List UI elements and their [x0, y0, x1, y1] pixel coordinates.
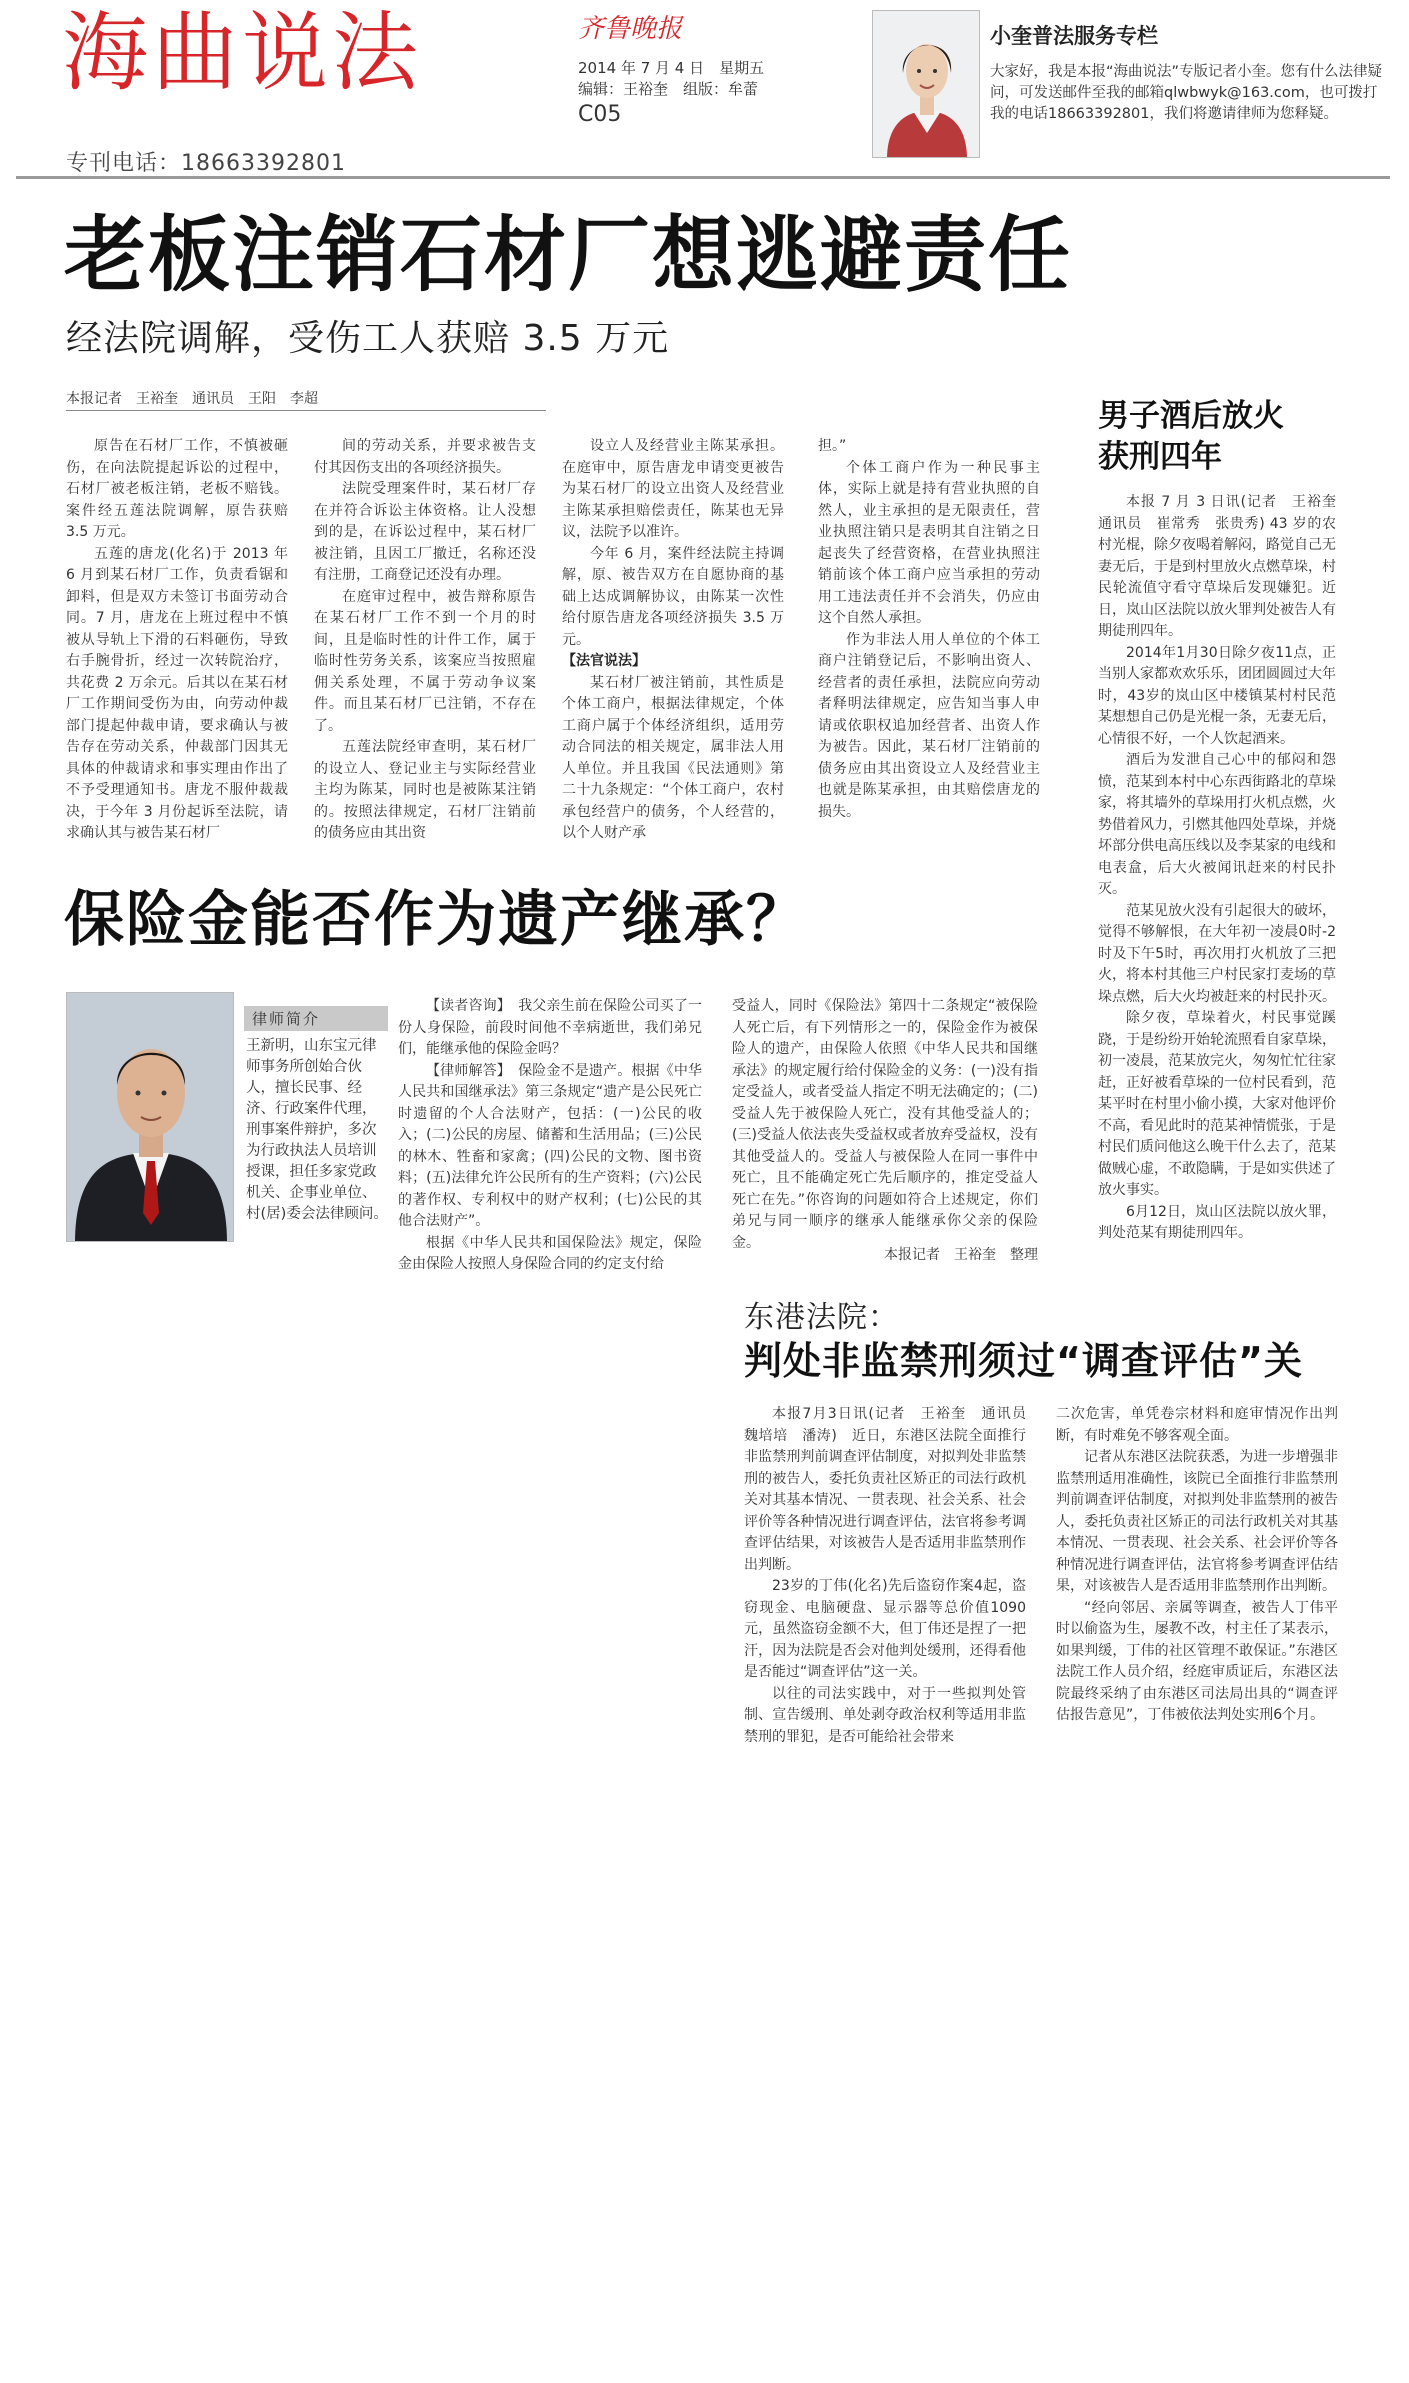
paragraph: 担。”	[818, 438, 847, 454]
paragraph: 间的劳动关系，并要求被告支付其因伤支出的各项经济损失。	[314, 438, 536, 476]
paragraph: 除夕夜，草垛着火，村民事觉蹊跷，于是纷纷开始轮流照看自家草垛，初一凌晨，范某放完火，匆匆忙忙往家赶，正好被看草垛的一位村民看到，范某平时在村里小偷小摸，大家对他评价不高，看见此时的范某神情慌张，于是村民们质问他这么晚干什么去了，范某做贼心虚，不敢隐瞒，于是如实供述了放火事实。	[1098, 1010, 1336, 1198]
side-headline-line1: 男子酒后放火	[1098, 398, 1284, 434]
paragraph: 范某见放火没有引起很大的破坏，觉得不够解恨，在大年初一凌晨0时-2时及下午5时，再次用打火机放了三把火，将本村其他三户村民家打麦场的草垛点燃，后大火均被赶来的村民扑灭。	[1098, 902, 1336, 1005]
paragraph: 在庭审过程中，被告辩称原告在某石材厂工作不到一个月的时间，且是临时性的计件工作，属于临时性劳务关系，该案应当按照雇佣关系处理，不属于劳动争议案件。而且某石材厂已注销，不存在了。	[314, 588, 536, 734]
article1-headline: 老板注销石材厂想逃避责任	[64, 208, 1073, 303]
masthead-divider	[16, 176, 1390, 179]
article1-col3	[562, 436, 784, 845]
side-body	[1098, 492, 1350, 1245]
paragraph: 记者从东港区法院获悉，为进一步增强非监禁刑适用准确性，该院已全面推行非监禁刑判前调查评估制度，对拟判处非监禁刑的被告人，委托负责社区矫正的司法行政机关对其基本情况、一贯表现、社会关系、社会评价等各种情况进行调查评估，法官将参考调查评估结果，对该被告人是否适用非监禁刑作出判断。	[1056, 1449, 1338, 1594]
byline-rule	[66, 410, 546, 411]
paragraph: 【读者咨询】 我父亲生前在保险公司买了一份人身保险，前段时间他不幸病逝世，我们弟兄们，能继承他的保险金吗？	[398, 998, 702, 1057]
article2-signature: 本报记者 王裕奎 整理	[884, 1247, 1038, 1263]
article3-kicker: 东港法院：	[744, 1300, 899, 1335]
article1-col2	[314, 436, 536, 845]
date-line: 2014 年 7 月 4 日 星期五	[578, 59, 765, 77]
article3-headline: 判处非监禁刑须过“调查评估”关	[744, 1339, 1303, 1383]
paragraph: 根据《中华人民共和国保险法》规定，保险金由保险人按照人身保险合同的约定支付给	[398, 1234, 702, 1272]
paper-logo: 齐鲁晚报	[578, 14, 683, 44]
paragraph: 原告在石材厂工作，不慎被砸伤，在向法院提起诉讼的过程中，石材厂被老板注销，老板不赔钱。案件经五莲法院调解，原告获赔 3.5 万元。	[66, 438, 288, 540]
side-headline-line2: 获刑四年	[1098, 439, 1222, 475]
article2-headline: 保险金能否作为遗产继承？	[64, 885, 808, 955]
article1-col4	[818, 436, 1040, 823]
paragraph: 某石材厂被注销前，其性质是个体工商户，根据法律规定，个体工商户属于个体经济组织，适用劳动合同法的相关规定，属非法人用人单位。并且我国《民法通则》第二十九条规定：“个体工商户，农村承包经营户的债务，个人经营的，以个人财产承	[562, 674, 784, 841]
paragraph: 以往的司法实践中，对于一些拟判处管制、宣告缓刑、单处剥夺政治权利等适用非监禁刑的罪犯，是否可能给社会带来	[744, 1685, 1026, 1745]
lawyer-label: 律师简介	[244, 1006, 388, 1031]
paragraph: “经向邻居、亲属等调查，被告人丁伟平时以偷盗为生，屡教不改，村主任了某表示，如果判缓，丁伟的社区管理不敢保证。”东港区法院工作人员介绍，经庭审质证后，东港区法院最终采纳了由东港区司法局出具的“调查评估报告意见”，丁伟被依法判处实刑6个月。	[1056, 1599, 1338, 1723]
article3-col2	[1056, 1404, 1338, 1727]
paragraph: 受益人，同时《保险法》第四十二条规定“被保险人死亡后，有下列情形之一的，保险金作为被保险人的遗产，由保险人依照《中华人民共和国继承法》的规定履行给付保险金的义务：(一)没有指定受益人，或者受益人指定不明无法确定的；(二)受益人先于被保险人死亡，没有其他受益人的；(三)受益人依法丧失受益权或者放弃受益权，没有其他受益人的。受益人与被保险人在同一事件中死亡，且不能确定死亡先后顺序的，推定受益人死亡在先。”你咨询的问题如符合上述规定，你们弟兄与同一顺序的继承人能继承你父亲的保险金。	[732, 998, 1038, 1251]
lawyer-bio: 王新明，山东宝元律师事务所创始合伙人，擅长民事、经济、行政案件代理，刑事案件辩护，多次为行政执法人员培训授课，担任多家党政机关、企事业单位、村(居)委会法律顾问。	[246, 1038, 388, 1222]
paragraph: 二次危害，单凭卷宗材料和庭审情况作出判断，有时难免不够客观全面。	[1056, 1406, 1338, 1444]
paragraph: 酒后为发泄自己心中的郁闷和怨愤，范某到本村中心东西街路北的草垛家，将其墙外的草垛用打火机点燃，火势借着风力，引燃其他四处草垛，并烧坏部分供电高压线以及李某家的电线和电表盒，后大火被闻讯赶来的村民扑灭。	[1098, 752, 1336, 897]
lawyer-photo	[66, 992, 234, 1242]
column-title: 小奎普法服务专栏	[990, 24, 1158, 48]
article1-col1	[66, 436, 288, 845]
judge-remarks-tag: 【法官说法】	[562, 653, 646, 669]
side-headline	[1098, 396, 1284, 478]
paragraph: 设立人及经营业主陈某承担。在庭审中，原告唐龙申请变更被告为某石材厂的设立出资人及经营业主陈某承担赔偿责任，陈某也无异议，法院予以准许。	[562, 438, 784, 540]
paragraph: 个体工商户作为一种民事主体，实际上就是持有营业执照的自然人，业主承担的是无限责任，营业执照注销只是表明其自注销之日起丧失了经营资格，在营业执照注销前该个体工商户应当承担的劳动用工违法责任并不会消失，仍应由这个自然人承担。	[818, 459, 1040, 626]
paragraph: 法院受理案件时，某石材厂存在并符合诉讼主体资格。让人没想到的是，在诉讼过程中，某石材厂被注销，且因工厂撤迁，名称还没有注册，工商登记还没有办理。	[314, 481, 536, 583]
issue-meta	[578, 58, 764, 100]
paragraph: 作为非法人用人单位的个体工商户注销登记后，不影响出资人、经营者的责任承担，法院应向劳动者释明法律规定，应告知当事人申请或依职权追加经营者、出资人作为被告。因此，某石材厂注销前的债务应由其出资设立人及经营业主也就是陈某承担，由其赔偿唐龙的损失。	[818, 631, 1040, 820]
paragraph: 本报 7 月 3 日讯(记者 王裕奎 通讯员 崔常秀 张贵秀) 43 岁的农村光棍，除夕夜喝着解闷，路觉自己无妻无后，于是到村里放火点燃草垛，村民轮流值守看守草垛后发现嫌犯。近日，岚山区法院以放火罪判处被告人有期徒刑四年。	[1098, 494, 1350, 639]
page-number: C05	[578, 102, 622, 127]
masthead-brand: 海曲说法	[62, 3, 422, 103]
hotline: 专刊电话：18663392801	[66, 151, 346, 176]
paragraph: 【律师解答】 保险金不是遗产。根据《中华人民共和国继承法》第三条规定“遗产是公民死亡时遗留的个人合法财产，包括：(一)公民的收入；(二)公民的房屋、储蓄和生活用品；(三)公民的林木、牲畜和家禽；(四)公民的文物、图书资料；(五)法律允许公民所有的生产资料；(六)公民的著作权、专利权中的财产权利；(七)公民的其他合法财产”。	[398, 1062, 702, 1229]
paragraph: 五莲的唐龙(化名)于 2013 年 6 月到某石材厂工作，负责看锯和卸料，但是双方未签订书面劳动合同。7 月，唐龙在上班过程中不慎被从导轨上下滑的石料砸伤，导致右手腕骨折，经过一次转院治疗，共花费 2 万余元。后其以在某石材厂工作期间受伤为由，向劳动仲裁部门提起仲裁申请，要求确认与被告存在劳动关系，仲裁部门因其无具体的仲裁请求和事实理由作出了不予受理通知书。唐龙不服仲裁裁决，于今年 3 月份起诉至法院，请求确认其与被告某石材厂	[66, 545, 288, 841]
editor-line: 编辑：王裕奎 组版：牟蕾	[578, 80, 759, 98]
paragraph: 2014年1月30日除夕夜11点，正当别人家都欢欢乐乐，团团圆圆过大年时，43岁的岚山区中楼镇某村村民范某想想自己仍是光棍一条，无妻无后，心情很不好，一个人饮起酒来。	[1098, 644, 1336, 747]
article2-col2	[732, 996, 1038, 1254]
paragraph: 23岁的丁伟(化名)先后盗窃作案4起，盗窃现金、电脑硬盘、显示器等总价值1090元，虽然盗窃金额不大，但丁伟还是捏了一把汗，因为法院是否会对他判处缓刑，还得看他是否能过“调查评估”这一关。	[744, 1578, 1026, 1680]
article3-col1	[744, 1404, 1040, 1748]
paragraph: 6月12日，岚山区法院以放火罪，判处范某有期徒刑四年。	[1098, 1203, 1336, 1241]
reporter-photo	[872, 10, 980, 158]
paragraph: 五莲法院经审查明，某石材厂的设立人、登记业主与实际经营业主均为陈某，同时也是被陈某注销的。按照法律规定，石材厂注销前的债务应由其出资	[314, 739, 536, 841]
article1-subhead: 经法院调解，受伤工人获赔 3.5 万元	[66, 318, 670, 359]
article2-col1	[398, 996, 702, 1276]
paragraph: 今年 6 月，案件经法院主持调解，原、被告双方在自愿协商的基础上达成调解协议，由陈某一次性给付原告唐龙各项经济损失 3.5 万元。	[562, 545, 784, 648]
paragraph: 本报7月3日讯(记者 王裕奎 通讯员 魏培培 潘涛) 近日，东港区法院全面推行非监禁刑判前调查评估制度，对拟判处非监禁刑的被告人，委托负责社区矫正的司法行政机关对其基本情况、一贯表现、社会关系、社会评价等各种情况进行调查评估，法官将参考调查评估结果，对该被告人是否适用非监禁刑作出判断。	[744, 1406, 1040, 1573]
article1-byline: 本报记者 王裕奎 通讯员 王阳 李超	[66, 391, 318, 407]
column-text: 大家好，我是本报“海曲说法”专版记者小奎。您有什么法律疑问，可发送邮件至我的邮箱qlwbwyk@163.com，也可拨打我的电话18663392801，我们将邀请律师为您释疑。	[990, 64, 1383, 122]
